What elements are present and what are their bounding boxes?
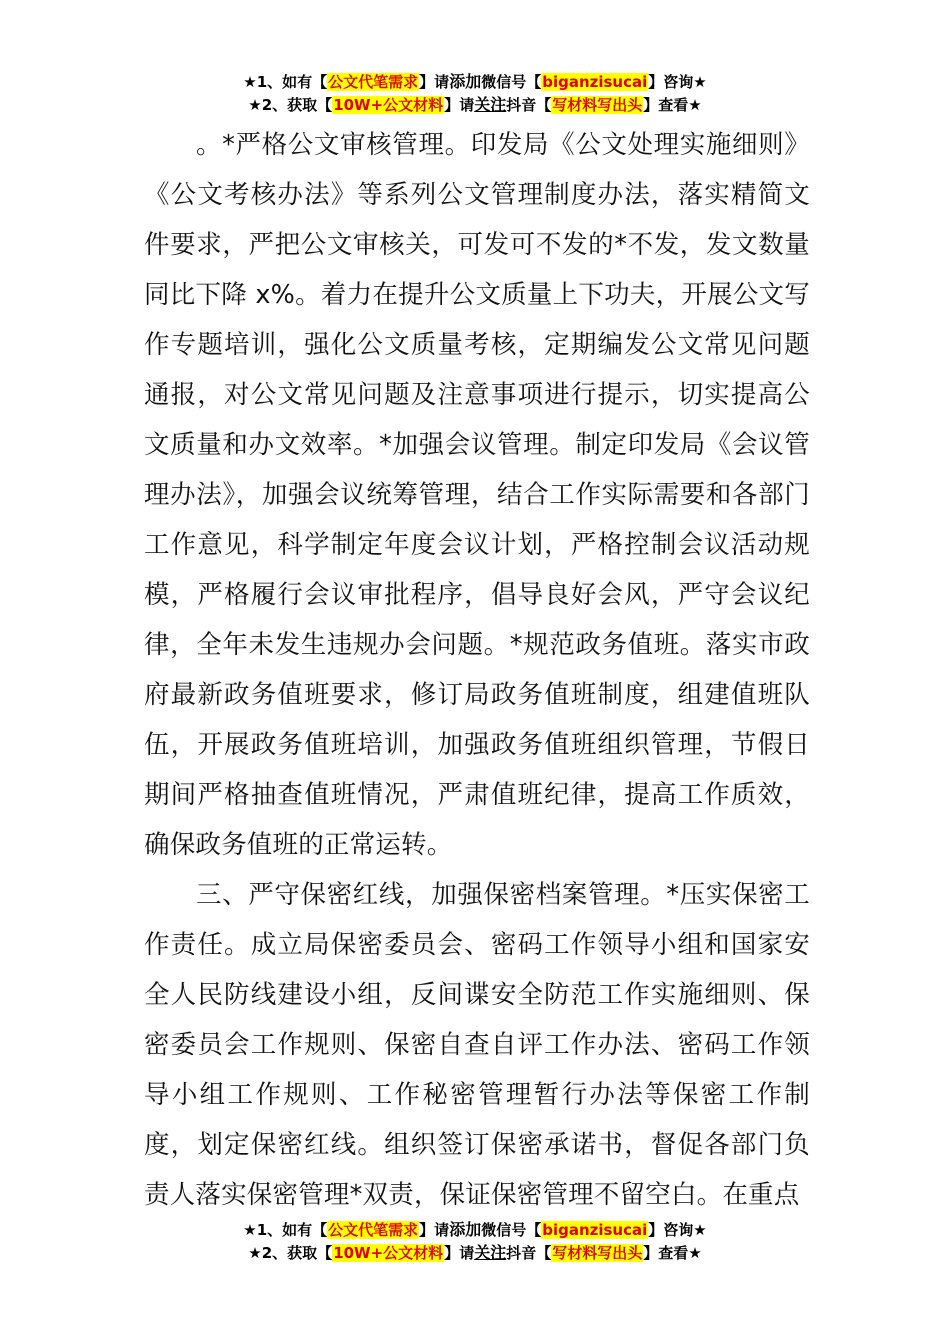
paragraph-document-management: 。*严格公文审核管理。印发局《公文处理实施细则》《公文考核办法》等系列公文管理制度办法，落实精简文件要求，严把公文审核关，可发可不发的*不发，发文数量同比下降 x%。着力在提升公文质量上下功夫，开展公文写作专题培训，强化公文质量考核，定期编发公文常见问题通报，对公文常见问题及注意事项进行提示，切实提高公文质量和办文效率。*加强会议管理。制定印发局《会议管理办法》，加强会议统筹管理，结合工作实际需要和各部门工作意见，科学制定年度会议计划，严格控制会议活动规模，严格履行会议审批程序，倡导良好会风，严守会议纪律，全年未发生违规办会问题。*规范政务值班。落实市政府最新政务值班要求，修订局政务值班制度，组建值班队伍，开展政务值班培训，加强政务值班组织管理，节假日期间严格抽查值班情况，严肃值班纪律，提高工作质效，确保政务值班的正常运转。 [144,130,810,860]
banner-line-2 [0,93,950,116]
footer-line-2-prefix: ★2、获取【 [248,1244,333,1262]
footer-line-1-suffix: 】咨询★ [648,1221,707,1239]
banner-line-2-suffix: 】查看★ [643,96,702,114]
footer-line-1-middle: 】请 [419,1221,450,1239]
banner-line-1-highlight-wechat: biganzisucai [542,73,648,91]
banner-line-1-suffix: 】咨询★ [648,73,707,91]
footer-line-2-middle-b: 抖音【 [506,1244,552,1262]
banner-line-2-middle: 】请 [444,96,475,114]
banner-line-1-middle-b: 微信号【 [481,73,542,91]
banner-line-2-middle-b: 抖音【 [506,96,552,114]
footer-banner [0,1218,950,1264]
footer-line-2-highlight-douyin: 写材料写出头 [552,1244,643,1262]
document-body [144,120,810,1220]
banner-line-1-prefix: ★1、如有【 [243,73,328,91]
footer-line-2-emphasis: 关注 [474,1243,507,1262]
footer-line-2-suffix: 】查看★ [643,1244,702,1262]
banner-line-2-highlight-douyin: 写材料写出头 [552,96,643,114]
banner-line-2-highlight-materials: 10W+公文材料 [333,96,444,114]
footer-line-1-emphasis: 添加 [449,1220,482,1239]
footer-line-1-highlight-wechat: biganzisucai [542,1221,648,1239]
footer-line-2-middle: 】请 [444,1244,475,1262]
header-banner [0,70,950,116]
banner-line-1 [0,70,950,93]
footer-line-1 [0,1218,950,1241]
banner-line-1-highlight-service: 公文代笔需求 [328,73,419,91]
footer-line-1-prefix: ★1、如有【 [243,1221,328,1239]
banner-line-2-emphasis: 关注 [474,95,507,114]
footer-line-2-highlight-materials: 10W+公文材料 [333,1244,444,1262]
footer-line-1-middle-b: 微信号【 [481,1221,542,1239]
banner-line-2-prefix: ★2、获取【 [248,96,333,114]
footer-line-2 [0,1241,950,1264]
banner-line-1-middle: 】请 [419,73,450,91]
paragraph-confidentiality: 三、严守保密红线，加强保密档案管理。*压实保密工作责任。成立局保密委员会、密码工作领导小组和国家安全人民防线建设小组，反间谍安全防范工作实施细则、保密委员会工作规则、保密自查自评工作办法、密码工作领导小组工作规则、工作秘密管理暂行办法等保密工作制度，划定保密红线。组织签订保密承诺书，督促各部门负责人落实保密管理*双责，保证保密管理不留空白。在重点 [144,880,810,1210]
footer-line-1-highlight-service: 公文代笔需求 [328,1221,419,1239]
banner-line-1-emphasis: 添加 [449,72,482,91]
